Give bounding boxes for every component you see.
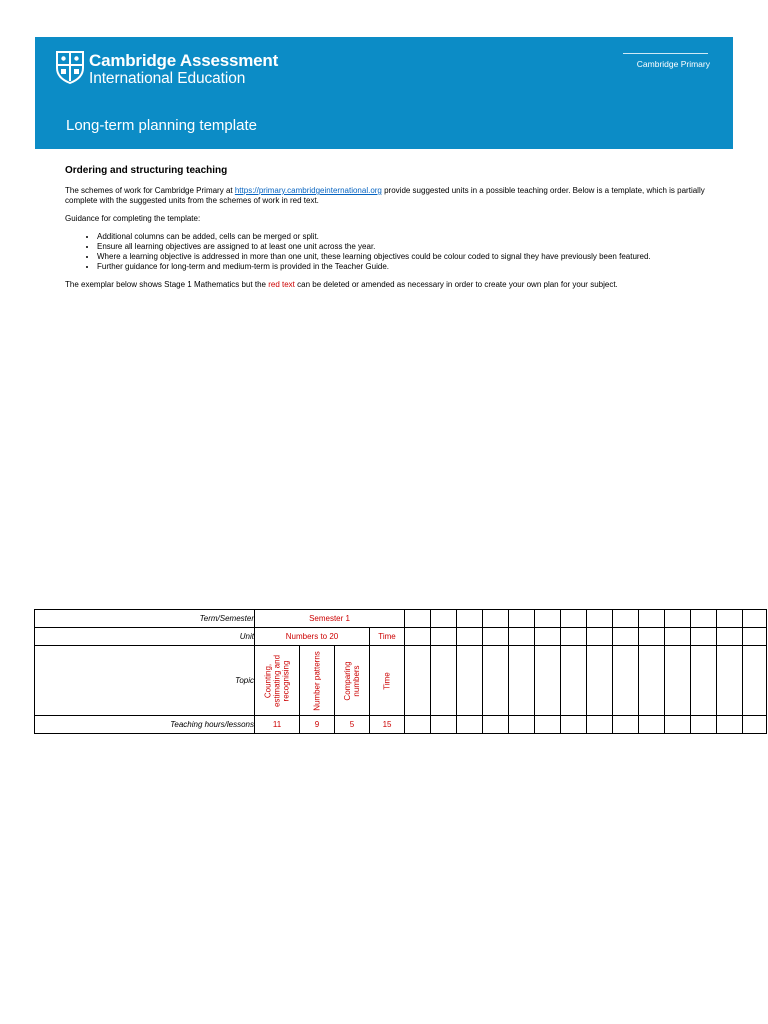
empty-cell[interactable] (639, 716, 665, 734)
crest-icon (55, 50, 85, 84)
hours-cell[interactable]: 5 (335, 716, 370, 734)
logo-title: Cambridge Assessment (89, 51, 279, 70)
topic-label: Time (382, 671, 392, 690)
list-item: • Where a learning objective is addressed in more than one unit, these learning objectives could be colour coded to signal they have previously been featured. (97, 252, 705, 262)
empty-cell[interactable] (509, 646, 535, 716)
empty-cell[interactable] (483, 716, 509, 734)
empty-cell[interactable] (483, 628, 509, 646)
hours-cell[interactable]: 15 (370, 716, 405, 734)
topic-cell[interactable] (335, 646, 370, 716)
empty-cell[interactable] (405, 716, 431, 734)
empty-cell[interactable] (509, 610, 535, 628)
empty-cell[interactable] (457, 628, 483, 646)
topic-label: Counting, estimating and recognising (263, 654, 291, 707)
planning-table (34, 609, 767, 734)
empty-cell[interactable] (587, 716, 613, 734)
programme-label: Cambridge Primary (636, 59, 710, 69)
empty-cell[interactable] (691, 628, 717, 646)
empty-cell[interactable] (457, 716, 483, 734)
empty-cell[interactable] (535, 610, 561, 628)
empty-cell[interactable] (665, 628, 691, 646)
list-item: • Additional columns can be added, cells can be merged or split. (97, 232, 705, 242)
logo (55, 50, 278, 87)
empty-cell[interactable] (613, 646, 639, 716)
empty-cell[interactable] (665, 716, 691, 734)
empty-cell[interactable] (431, 646, 457, 716)
empty-cell[interactable] (561, 628, 587, 646)
intro-paragraph (65, 186, 705, 206)
empty-cell[interactable] (587, 628, 613, 646)
row-label-hours: Teaching hours/lessons (35, 716, 255, 734)
table-row (35, 628, 767, 646)
hours-cell[interactable]: 9 (300, 716, 335, 734)
unit-time-cell[interactable]: Time (370, 628, 405, 646)
header-banner (35, 37, 733, 149)
empty-cell[interactable] (717, 646, 743, 716)
intro-text-end: provide suggested units in a possible teaching order. Below is a template, which is partially complete with the suggested units from the schemes of work in red text. (65, 186, 705, 205)
row-label-topic: Topic (35, 646, 255, 716)
empty-cell[interactable] (431, 716, 457, 734)
exemplar-text-start: The exemplar below shows Stage 1 Mathematics but the (65, 280, 269, 289)
red-text-note: red text (268, 280, 295, 289)
unit-cell[interactable]: Numbers to 20 (255, 628, 370, 646)
empty-cell[interactable] (717, 610, 743, 628)
header-rule (623, 53, 708, 54)
topic-label: Comparing numbers (343, 660, 361, 701)
table-row (35, 716, 767, 734)
instructions (65, 166, 705, 298)
empty-cell[interactable] (639, 610, 665, 628)
exemplar-text-end: can be deleted or amended as necessary in order to create your own plan for your subject. (294, 280, 618, 289)
empty-cell[interactable] (613, 610, 639, 628)
empty-cell[interactable] (743, 716, 767, 734)
empty-cell[interactable] (405, 646, 431, 716)
empty-cell[interactable] (639, 646, 665, 716)
hours-cell[interactable]: 11 (255, 716, 300, 734)
empty-cell[interactable] (691, 610, 717, 628)
topic-label: Number patterns (312, 650, 322, 711)
empty-cell[interactable] (483, 646, 509, 716)
table-row (35, 646, 767, 716)
guidance-label: Guidance for completing the template: (65, 214, 201, 223)
empty-cell[interactable] (587, 610, 613, 628)
empty-cell[interactable] (431, 628, 457, 646)
empty-cell[interactable] (561, 716, 587, 734)
logo-subtitle: International Education (89, 70, 246, 87)
empty-cell[interactable] (665, 610, 691, 628)
empty-cell[interactable] (431, 610, 457, 628)
topic-cell[interactable] (300, 646, 335, 716)
empty-cell[interactable] (561, 610, 587, 628)
table-row (35, 610, 767, 628)
list-item: • Ensure all learning objectives are assigned to at least one unit across the year. (97, 242, 705, 252)
empty-cell[interactable] (717, 628, 743, 646)
empty-cell[interactable] (405, 610, 431, 628)
empty-cell[interactable] (587, 646, 613, 716)
empty-cell[interactable] (743, 646, 767, 716)
empty-cell[interactable] (743, 610, 767, 628)
document-title: Long-term planning template (66, 117, 257, 134)
empty-cell[interactable] (509, 716, 535, 734)
empty-cell[interactable] (535, 716, 561, 734)
empty-cell[interactable] (405, 628, 431, 646)
empty-cell[interactable] (457, 610, 483, 628)
empty-cell[interactable] (691, 646, 717, 716)
section-heading: Ordering and structuring teaching (65, 165, 228, 176)
empty-cell[interactable] (535, 628, 561, 646)
empty-cell[interactable] (561, 646, 587, 716)
semester-cell[interactable]: Semester 1 (255, 610, 405, 628)
empty-cell[interactable] (509, 628, 535, 646)
list-item: • Further guidance for long-term and medium-term is provided in the Teacher Guide. (97, 262, 705, 272)
empty-cell[interactable] (717, 716, 743, 734)
schemes-of-work-link[interactable]: https://primary.cambridgeinternational.org (234, 186, 382, 195)
empty-cell[interactable] (665, 646, 691, 716)
row-label-unit: Unit (35, 628, 255, 646)
exemplar-paragraph (65, 280, 705, 290)
intro-text-start: The schemes of work for Cambridge Primary at (65, 186, 235, 195)
topic-cell[interactable] (370, 646, 405, 716)
row-label-term: Term/Semester (35, 610, 255, 628)
empty-cell[interactable] (613, 716, 639, 734)
empty-cell[interactable] (639, 628, 665, 646)
empty-cell[interactable] (613, 628, 639, 646)
topic-cell[interactable] (255, 646, 300, 716)
empty-cell[interactable] (743, 628, 767, 646)
guidance-list (65, 232, 705, 272)
empty-cell[interactable] (691, 716, 717, 734)
empty-cell[interactable] (457, 646, 483, 716)
empty-cell[interactable] (483, 610, 509, 628)
empty-cell[interactable] (535, 646, 561, 716)
